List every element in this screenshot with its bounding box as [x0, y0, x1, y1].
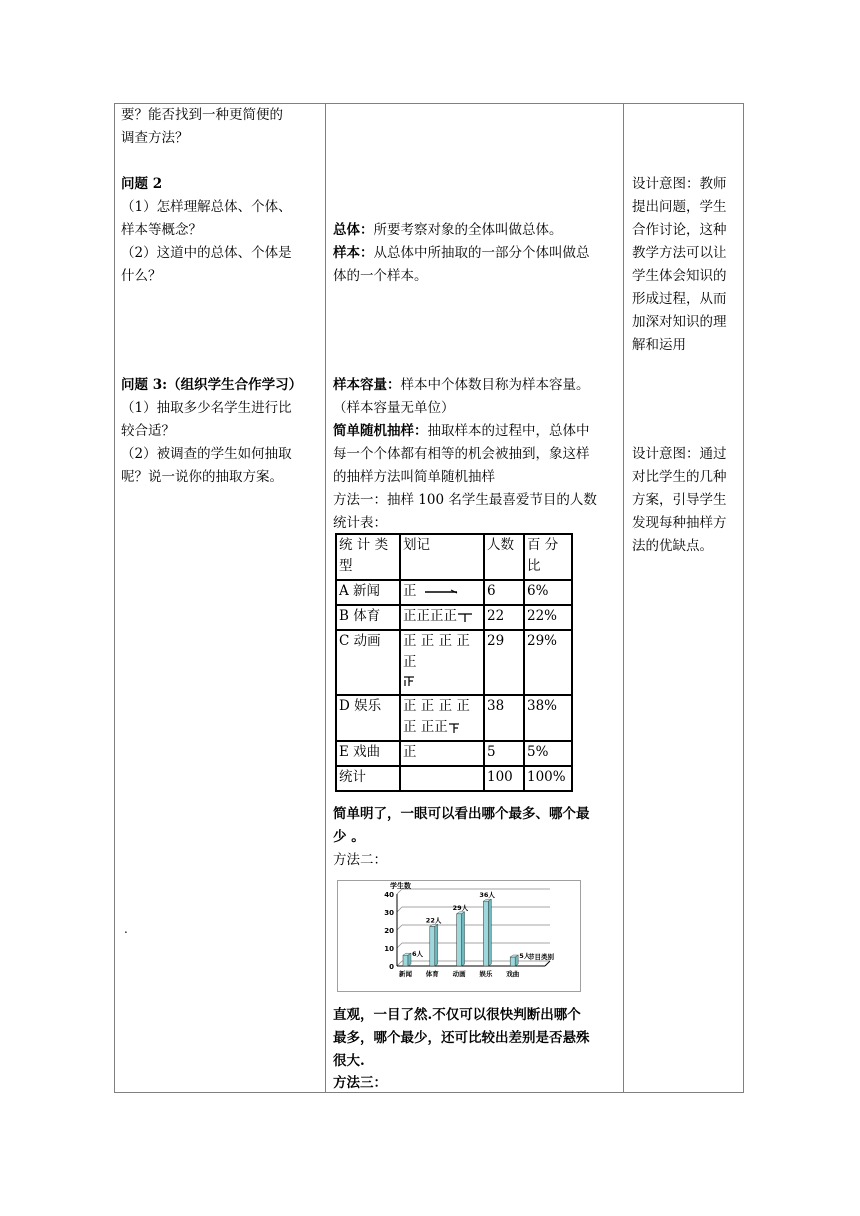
cell-count: 100	[484, 766, 524, 791]
tally-partial-mark	[448, 722, 460, 734]
bar-side	[408, 953, 411, 966]
table-header-row	[336, 534, 572, 580]
cell-tally	[400, 580, 484, 605]
bar	[403, 955, 408, 966]
method2-summary-line3: 很大.	[333, 1053, 365, 1069]
random-sampling-label: 简单随机抽样：	[333, 423, 428, 439]
category-label: 戏曲	[506, 970, 520, 978]
cell-tally	[400, 695, 484, 741]
grid-depth-line	[397, 961, 402, 966]
bar-side	[488, 899, 491, 966]
q3-part1-line2: 较合适？	[121, 423, 175, 439]
grid-depth-line	[397, 925, 402, 930]
y-tick-label: 20	[384, 927, 394, 935]
sample-label: 样本：	[333, 245, 374, 261]
design-intent-1-line: 教学方法可以让	[632, 245, 727, 261]
data-label: 36人	[479, 891, 495, 900]
category-label: 娱乐	[479, 970, 493, 978]
definition-sample	[333, 242, 623, 265]
data-label: 29人	[452, 903, 469, 912]
random-sampling-text: 抽取样本的过程中，总体中	[427, 423, 590, 439]
sample-text: 从总体中所抽取的一部分个体叫做总	[373, 245, 590, 261]
col1-line2: 调查方法？	[121, 130, 189, 146]
cell-count: 22	[484, 605, 524, 630]
table-row	[336, 741, 572, 766]
cell-percent: 29%	[524, 630, 572, 695]
y-tick-label: 40	[384, 891, 394, 899]
tally-marks: 正 正 正 正 正 正正	[403, 698, 470, 735]
cell-type: A 新闻	[336, 580, 400, 605]
sample-size-text: 样本中个体数目称为样本容量。	[400, 377, 590, 393]
question-3-title: 问题 3:（组织学生合作学习）	[121, 377, 303, 393]
definition-population	[333, 219, 623, 242]
method1-line1: 方法一：抽样 100 名学生最喜爱节目的人数	[333, 492, 597, 508]
sample-size-note: （样本容量无单位）	[333, 400, 455, 416]
table-row	[336, 605, 572, 630]
cell-tally	[400, 605, 484, 630]
data-label: 6人	[412, 950, 424, 959]
design-intent-1-line: 解和运用	[632, 337, 686, 353]
tally-marks: 正正正正	[403, 608, 457, 624]
method1-line2: 统计表：	[333, 515, 387, 531]
method1-summary-line2: 少 。	[333, 829, 365, 845]
design-intent-2-line: 方案，引导学生	[632, 492, 727, 508]
bar	[457, 914, 462, 966]
sample-size-label: 样本容量：	[333, 377, 401, 393]
data-label: 22人	[425, 916, 442, 925]
q3-part1-line1: （1）抽取多少名学生进行比	[121, 400, 292, 416]
design-intent-2-line: 发现每种抽样方	[632, 515, 727, 531]
header-tally: 划记	[400, 534, 484, 580]
method2-summary-line2: 最多，哪个最少，还可比较出差别是否悬殊	[333, 1030, 590, 1046]
tally-partial-mark	[403, 675, 415, 687]
q3-part2-line2: 呢？说一说你的抽取方案。	[121, 469, 283, 485]
population-text: 所要考察对象的全体叫做总体。	[373, 222, 563, 238]
cell-type: 统计	[336, 766, 400, 791]
tally-partial-mark	[457, 611, 473, 623]
bar-side	[435, 924, 438, 966]
category-label: 动画	[452, 970, 466, 978]
cell-type: C 动画	[336, 630, 400, 695]
cell-percent: 100%	[524, 766, 572, 791]
table-row	[336, 630, 572, 695]
design-intent-1-line: 设计意图：教师	[632, 176, 727, 192]
population-label: 总体：	[333, 222, 374, 238]
random-sampling-line3: 的抽样方法叫简单随机抽样	[333, 469, 495, 485]
cell-percent: 22%	[524, 605, 572, 630]
header-count: 人数	[484, 534, 524, 580]
cell-percent: 5%	[524, 741, 572, 766]
category-label: 体育	[425, 970, 439, 978]
cell-count: 5	[484, 741, 524, 766]
bar-chart-frame	[337, 880, 581, 992]
column-divider-2	[623, 103, 624, 1093]
x-axis-title: 节目类别	[528, 953, 554, 961]
cell-type: D 娱乐	[336, 695, 400, 741]
cell-tally	[400, 766, 484, 791]
table-row	[336, 580, 572, 605]
design-intent-1-line: 学生体会知识的	[632, 268, 727, 284]
design-intent-2-line: 对比学生的几种	[632, 469, 727, 485]
bar	[483, 901, 488, 966]
grid-depth-line	[397, 907, 402, 912]
cell-count: 29	[484, 630, 524, 695]
col1-line1: 要？能否找到一种更简便的	[121, 107, 283, 123]
y-tick-label: 0	[389, 963, 394, 971]
cell-percent: 6%	[524, 580, 572, 605]
y-axis-title: 学生数	[390, 882, 411, 890]
q2-part2-line2: 什么？	[121, 268, 162, 284]
design-intent-1-line: 提出问题，学生	[632, 199, 727, 215]
header-type: 统 计 类型	[336, 534, 400, 580]
bar-side	[515, 955, 518, 966]
table-row	[336, 695, 572, 741]
question-2-title: 问题 2	[121, 176, 163, 192]
bar-chart	[338, 881, 580, 991]
cell-count: 6	[484, 580, 524, 605]
random-sampling-line2: 每一个个体都有相等的机会被抽到，象这样	[333, 446, 590, 462]
bar	[430, 926, 435, 966]
floor-edge	[545, 961, 550, 966]
q2-part1-line2: 样本等概念？	[121, 222, 202, 238]
tally-marks: 正	[403, 583, 417, 599]
q2-part1-line1: （1）怎样理解总体、个体、	[121, 199, 292, 215]
design-intent-2-line: 设计意图：通过	[632, 446, 727, 462]
category-label: 新闻	[399, 970, 412, 978]
grid-depth-line	[397, 943, 402, 948]
cell-type: E 戏曲	[336, 741, 400, 766]
stray-dot: .	[124, 922, 128, 936]
design-intent-2-line: 法的优缺点。	[632, 538, 713, 554]
design-intent-1-line: 形成过程，从而	[632, 291, 727, 307]
table-total-row	[336, 766, 572, 791]
bar-side	[462, 912, 465, 966]
y-tick-label: 10	[384, 945, 394, 953]
design-intent-1-line: 合作讨论，这种	[632, 222, 727, 238]
q3-part2-line1: （2）被调查的学生如何抽取	[121, 446, 292, 462]
tally-partial-mark	[421, 587, 461, 597]
method2-label: 方法二：	[333, 852, 387, 868]
definition-sample-size	[333, 374, 623, 397]
cell-tally	[400, 630, 484, 695]
definition-random-sampling	[333, 420, 623, 443]
method3-label: 方法三：	[333, 1075, 387, 1091]
cell-type: B 体育	[336, 605, 400, 630]
data-label: 5人	[519, 952, 531, 960]
design-intent-1-line: 加深对知识的理	[632, 314, 727, 330]
header-percent: 百 分比	[524, 534, 572, 580]
q2-part2-line1: （2）这道中的总体、个体是	[121, 245, 292, 261]
method2-summary-line1: 直观，一目了然.不仅可以很快判断出哪个	[333, 1007, 581, 1023]
tally-marks: 正 正 正 正 正	[403, 633, 470, 670]
column-divider-1	[325, 103, 326, 1093]
cell-count: 38	[484, 695, 524, 741]
bar	[510, 957, 515, 966]
cell-tally: 正	[400, 741, 484, 766]
y-tick-label: 30	[384, 909, 394, 917]
sample-text-cont: 体的一个样本。	[333, 268, 428, 284]
cell-percent: 38%	[524, 695, 572, 741]
tally-table	[335, 533, 573, 792]
method1-summary-line1: 简单明了，一眼可以看出哪个最多、哪个最	[333, 806, 590, 822]
